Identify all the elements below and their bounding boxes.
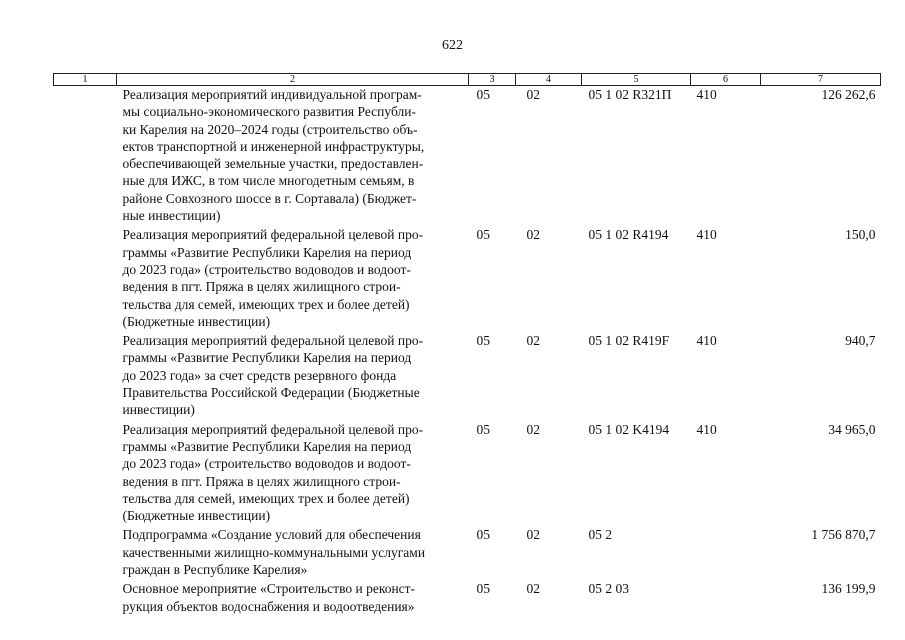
row-number-cell: [54, 86, 117, 227]
expense-name: [117, 421, 469, 527]
expense-name-line: рукция объектов водоснабжения и водоотведения»: [122, 598, 415, 614]
expense-name: [117, 226, 469, 332]
expense-name-line: мы социально-экономического развития Республи-: [122, 104, 416, 120]
target-article-code: 05 2: [588, 527, 613, 543]
expense-name-line: районе Совхозного шоссе в г. Сортавала) (Бюджет-: [122, 190, 417, 206]
expense-name-line: инвестиции): [122, 402, 195, 418]
budget-table: [53, 73, 881, 617]
header-col-4: 4: [516, 74, 582, 86]
header-col-6: 6: [691, 74, 761, 86]
table-row: [54, 332, 881, 420]
table-row: [54, 580, 881, 617]
expense-name-line: Реализация мероприятий федеральной целевой про-: [122, 227, 424, 243]
header-col-2: 2: [117, 74, 469, 86]
column-number-header: [54, 74, 881, 86]
amount-value: 126 262,6: [821, 87, 876, 102]
subsection-code: 02: [526, 421, 540, 437]
table-row: [54, 226, 881, 332]
subsection-code: 02: [526, 227, 540, 243]
amount-value: 136 199,9: [821, 581, 876, 597]
expense-name: [117, 86, 469, 227]
expense-name-line: Правительства Российской Федерации (Бюджетные: [122, 385, 420, 401]
expense-name-line: ектов транспортной и инженерной инфраструктуры,: [122, 138, 425, 154]
expense-name: [117, 580, 469, 617]
section-code: 05: [476, 333, 490, 349]
expense-name-line: ведения в пгт. Пряжа в целях жилищного строи-: [122, 473, 401, 489]
target-article-code: 05 1 02 R4194: [588, 227, 669, 243]
table-row: [54, 526, 881, 580]
page-number: 622: [442, 38, 463, 53]
expense-name: [117, 526, 469, 580]
section-code: 05: [476, 527, 490, 543]
table-row: [54, 421, 881, 527]
target-article-code: 05 1 02 R321П: [588, 87, 672, 102]
expense-name-line: Реализация мероприятий федеральной целевой про-: [122, 421, 424, 437]
amount-value: 940,7: [845, 333, 876, 349]
section-code: 05: [476, 581, 490, 597]
expense-name-line: Реализация мероприятий индивидуальной програм-: [122, 87, 422, 102]
expense-type-code: 410: [696, 333, 717, 349]
expense-name-line: (Бюджетные инвестиции): [122, 508, 271, 524]
row-number-cell: [54, 580, 117, 617]
expense-name-line: до 2023 года» (строительство водоводов и водоот-: [122, 261, 411, 277]
row-number-cell: [54, 332, 117, 420]
expense-name-line: до 2023 года» (строительство водоводов и водоот-: [122, 456, 411, 472]
table-row: [54, 86, 881, 227]
expense-name-line: обеспечивающей земельные участки, предоставлен-: [122, 156, 424, 172]
amount-value: 34 965,0: [828, 421, 876, 437]
section-code: 05: [476, 227, 490, 243]
expense-name-line: Подпрограмма «Создание условий для обеспечения: [122, 527, 421, 543]
expense-name-line: Основное мероприятие «Строительство и реконст-: [122, 581, 416, 597]
expense-type-code: [691, 580, 761, 617]
expense-name-line: граммы «Развитие Республики Карелия на период: [122, 438, 412, 454]
expense-name-line: граммы «Развитие Республики Карелия на период: [122, 350, 412, 366]
subsection-code: 02: [526, 333, 540, 349]
expense-name-line: до 2023 года» за счет средств резервного фонда: [122, 367, 397, 383]
row-number-cell: [54, 226, 117, 332]
subsection-code: 02: [526, 581, 540, 597]
expense-name-line: ведения в пгт. Пряжа в целях жилищного строи-: [122, 279, 401, 295]
header-col-5: 5: [582, 74, 691, 86]
section-code: 05: [476, 421, 490, 437]
target-article-code: 05 2 03: [588, 581, 629, 597]
expense-name-line: ки Карелия на 2020–2024 годы (строительство объ-: [122, 121, 418, 137]
subsection-code: 02: [526, 527, 540, 543]
expense-name-line: Реализация мероприятий федеральной целевой про-: [122, 333, 424, 349]
target-article-code: 05 1 02 K4194: [588, 421, 670, 437]
section-code: 05: [476, 87, 490, 102]
amount-value: 150,0: [845, 227, 876, 243]
header-col-7: 7: [761, 74, 881, 86]
expense-type-code: 410: [696, 87, 717, 102]
expense-name-line: ные для ИЖС, в том числе многодетным семьям, в: [122, 173, 415, 189]
expense-name-line: тельства для семей, имеющих трех и более детей): [122, 490, 410, 506]
expense-type-code: 410: [696, 227, 717, 243]
header-col-3: 3: [469, 74, 516, 86]
amount-value: 1 756 870,7: [811, 527, 876, 543]
subsection-code: 02: [526, 87, 540, 102]
target-article-code: 05 1 02 R419F: [588, 333, 670, 349]
expense-name-line: тельства для семей, имеющих трех и более детей): [122, 296, 410, 312]
header-col-1: 1: [54, 74, 117, 86]
expense-name-line: качественными жилищно-коммунальными услугами: [122, 544, 426, 560]
expense-name-line: граммы «Развитие Республики Карелия на период: [122, 244, 412, 260]
expense-name-line: граждан в Республике Карелия»: [122, 562, 308, 578]
expense-name: [117, 332, 469, 420]
expense-name-line: ные инвестиции): [122, 208, 221, 224]
row-number-cell: [54, 421, 117, 527]
expense-type-code: 410: [696, 421, 717, 437]
expense-name-line: (Бюджетные инвестиции): [122, 313, 271, 329]
row-number-cell: [54, 526, 117, 580]
expense-type-code: [691, 526, 761, 580]
